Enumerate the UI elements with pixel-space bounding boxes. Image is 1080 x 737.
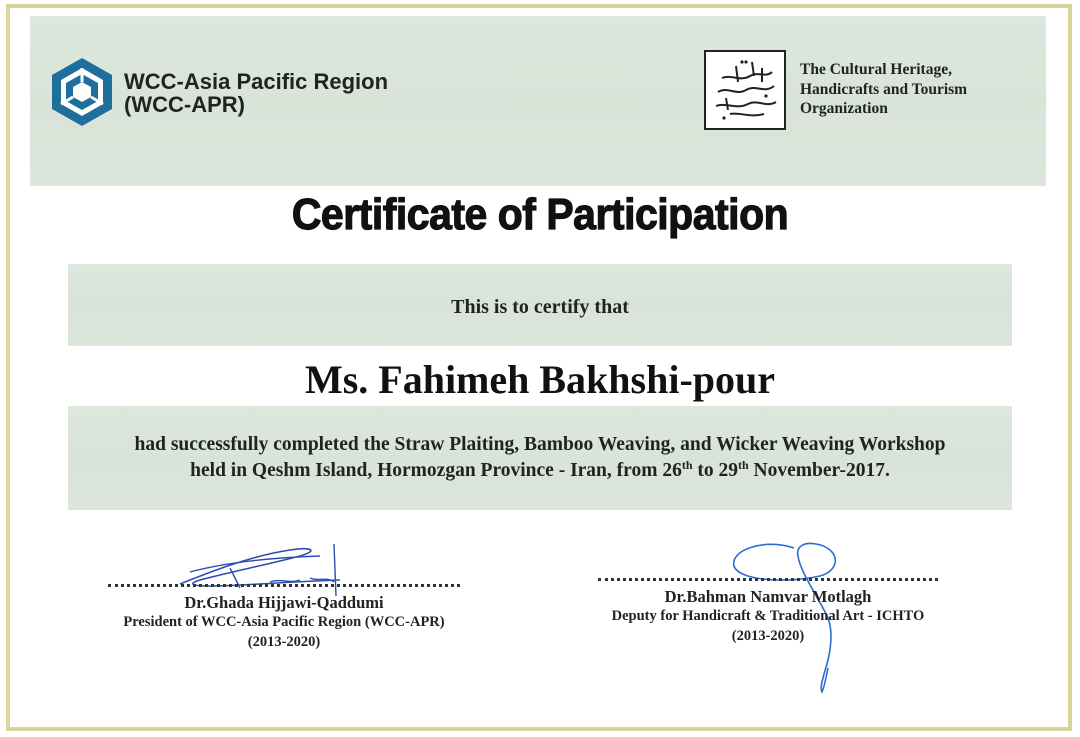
signatory-years: (2013-2020) xyxy=(731,628,805,644)
wcc-organization-name: WCC-Asia Pacific Region (WCC-APR) xyxy=(124,69,389,117)
signature-line xyxy=(108,584,460,587)
ichto-organization-name: The Cultural Heritage, Handicrafts and Tourism Organization xyxy=(800,61,968,117)
signatory-role: Deputy for Handicraft & Traditional Art - ICHTO xyxy=(611,608,925,624)
wcc-logo-icon xyxy=(48,56,116,128)
signatory-role: President of WCC-Asia Pacific Region (WCC-APR) xyxy=(123,614,445,630)
signatory-left xyxy=(98,584,470,652)
ichto-logo xyxy=(704,50,786,130)
signatory-name: Dr.Ghada Hijjawi-Qaddumi xyxy=(184,593,384,612)
signatory-name: Dr.Bahman Namvar Motlagh xyxy=(664,587,872,606)
signature-line xyxy=(598,578,938,581)
workshop-description: had successfully completed the Straw Plaiting, Bamboo Weaving, and Wicker Weaving Workshop held in Qeshm Island, Hormozgan Province - Iran, from 26th to 29th November-2017. xyxy=(134,434,946,481)
certify-text: This is to certify that xyxy=(451,296,629,318)
ichto-calligraphy-icon xyxy=(706,52,784,128)
signatory-right xyxy=(592,578,944,646)
signatory-years: (2013-2020) xyxy=(247,634,321,650)
certificate-title: Certificate of Participation xyxy=(291,190,789,239)
recipient-name: Ms. Fahimeh Bakhshi-pour xyxy=(304,357,776,402)
